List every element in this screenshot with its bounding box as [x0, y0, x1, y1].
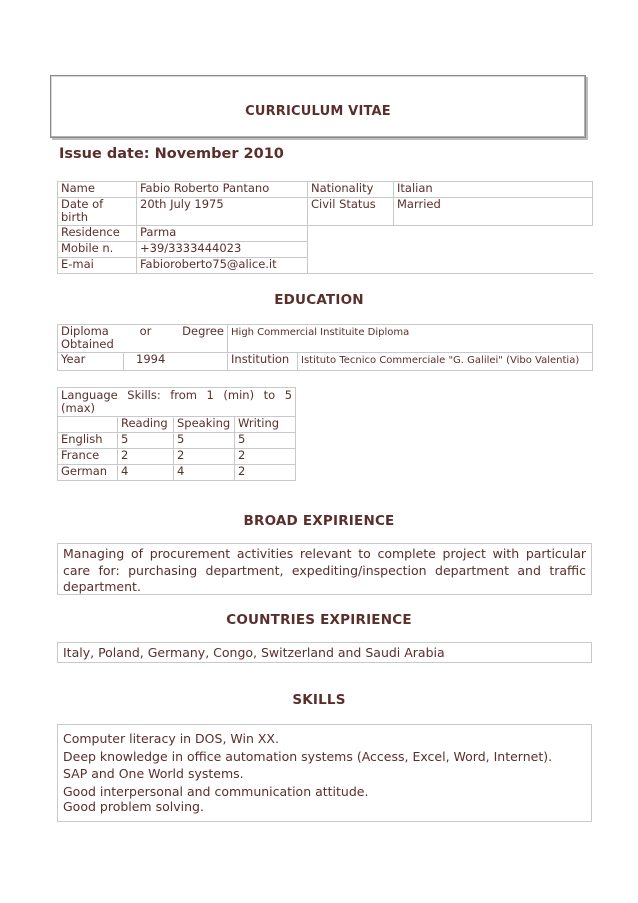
- education-title: EDUCATION: [274, 292, 364, 308]
- language-heading-line2: (max): [61, 401, 96, 415]
- speaking-level: 5: [174, 433, 235, 449]
- diploma-label-line2: Obtained: [61, 337, 114, 351]
- mobile-value: +39/3333444023: [137, 242, 308, 258]
- language-name: English: [58, 433, 118, 449]
- skill-item: SAP and One World systems.: [63, 766, 244, 781]
- broad-experience-line2: care for: purchasing department, expediting/inspection department and traffic: [63, 562, 586, 578]
- blank-cell: [308, 226, 593, 242]
- mobile-label: Mobile n.: [58, 242, 137, 258]
- dob-value: 20th July 1975: [137, 198, 308, 226]
- table-row: [58, 353, 593, 371]
- institution-value: Istituto Tecnico Commerciale "G. Galilei" (Vibo Valentia): [298, 353, 593, 371]
- civil-status-label: Civil Status: [308, 198, 394, 226]
- diploma-label: [58, 325, 228, 353]
- table-row: [58, 182, 593, 198]
- nationality-label: Nationality: [308, 182, 394, 198]
- education-table: [57, 324, 593, 371]
- diploma-value: High Commercial Instituite Diploma: [228, 325, 593, 353]
- language-skills-table: [57, 387, 296, 481]
- reading-level: 2: [118, 449, 174, 465]
- table-row: [58, 198, 593, 226]
- skill-item: Good interpersonal and communication attitude.: [63, 783, 369, 799]
- countries-experience-title: COUNTRIES EXPIRIENCE: [226, 612, 412, 628]
- civil-status-value: Married: [394, 198, 593, 226]
- table-row: [58, 433, 296, 449]
- skills-box: [57, 724, 592, 822]
- blank-cell: [308, 258, 593, 274]
- dob-label-line2: birth: [61, 210, 89, 224]
- countries-list: Italy, Poland, Germany, Congo, Switzerland and Saudi Arabia: [63, 645, 445, 660]
- reading-level: 5: [118, 433, 174, 449]
- institution-label: Institution: [228, 353, 298, 371]
- skill-item: Computer literacy in DOS, Win XX.: [63, 731, 279, 746]
- table-row: [58, 449, 296, 465]
- dob-label: [58, 198, 137, 226]
- broad-experience-box: [57, 543, 592, 595]
- language-name: France: [58, 449, 118, 465]
- skill-item: Good problem solving.: [63, 799, 204, 814]
- blank-cell: [308, 242, 593, 258]
- table-row: [58, 242, 593, 258]
- dob-label-line1: Date of: [61, 197, 104, 211]
- table-row: [58, 388, 296, 417]
- speaking-level: 2: [174, 449, 235, 465]
- language-heading-line1: Language Skills: from 1 (min) to 5: [61, 388, 293, 402]
- table-row: [58, 226, 593, 242]
- column-writing: Writing: [235, 417, 296, 433]
- personal-info-table: [57, 181, 593, 274]
- year-label: Year: [58, 353, 124, 371]
- writing-level: 2: [235, 449, 296, 465]
- residence-label: Residence: [58, 226, 137, 242]
- writing-level: 2: [235, 465, 296, 481]
- column-reading: Reading: [118, 417, 174, 433]
- table-row: [58, 325, 593, 353]
- table-row: [58, 417, 296, 433]
- email-value: Fabioroberto75@alice.it: [137, 258, 308, 274]
- email-label: E-mai: [58, 258, 137, 274]
- broad-experience-line1: Managing of procurement activities relevant to complete project with particular: [63, 546, 586, 561]
- speaking-level: 4: [174, 465, 235, 481]
- reading-level: 4: [118, 465, 174, 481]
- issue-date: Issue date: November 2010: [59, 146, 284, 162]
- broad-experience-line3: department.: [63, 579, 141, 594]
- residence-value: Parma: [137, 226, 308, 242]
- name-label: Name: [58, 182, 137, 198]
- broad-experience-title: BROAD EXPIRIENCE: [243, 513, 395, 529]
- year-value: 1994: [124, 353, 228, 371]
- language-name: German: [58, 465, 118, 481]
- name-value: Fabio Roberto Pantano: [137, 182, 308, 198]
- diploma-label-line1: Diploma or Degree: [61, 324, 225, 338]
- blank-header-cell: [58, 417, 118, 433]
- language-skills-heading: [58, 388, 296, 417]
- skills-title: SKILLS: [292, 692, 346, 708]
- nationality-value: Italian: [394, 182, 593, 198]
- writing-level: 5: [235, 433, 296, 449]
- document-title: CURRICULUM VITAE: [245, 104, 391, 119]
- countries-experience-box: [57, 642, 592, 663]
- table-row: [58, 258, 593, 274]
- column-speaking: Speaking: [174, 417, 235, 433]
- skill-item: Deep knowledge in office automation systems (Access, Excel, Word, Internet).: [63, 748, 553, 764]
- table-row: [58, 465, 296, 481]
